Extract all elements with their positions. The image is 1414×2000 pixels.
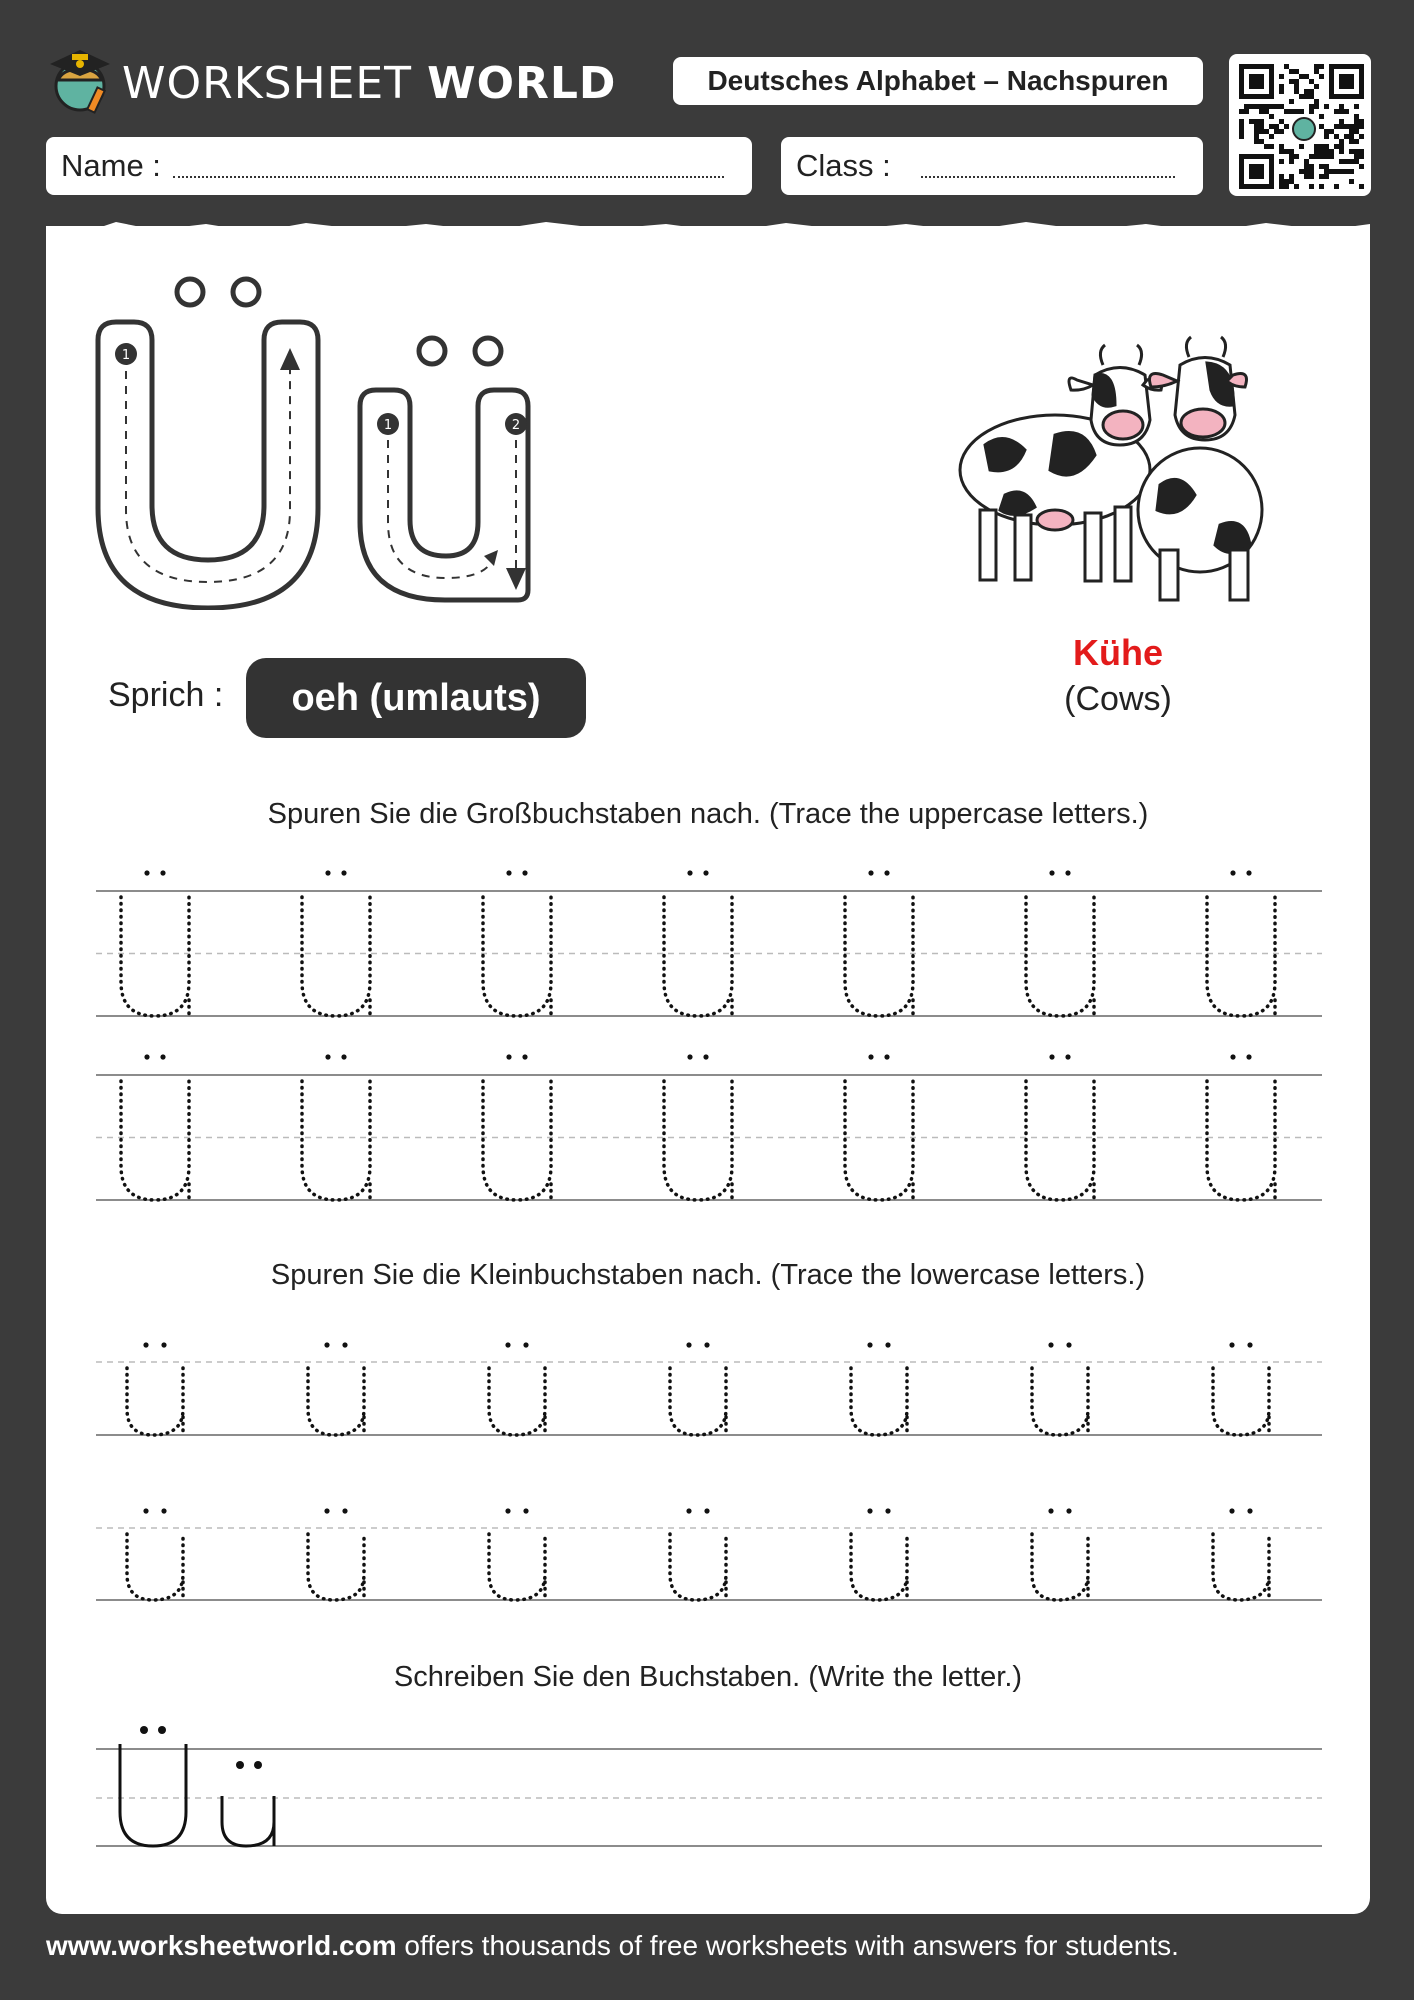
worksheet-title: Deutsches Alphabet – Nachspuren — [673, 57, 1203, 105]
trace-letter-lowercase[interactable] — [670, 1342, 726, 1435]
trace-letter-uppercase[interactable] — [1026, 1054, 1094, 1200]
brand-bold: WORLD — [427, 58, 617, 109]
brand-light: WORKSHEET — [122, 58, 413, 109]
trace-letter-lowercase[interactable] — [308, 1508, 364, 1600]
trace-letter-lowercase[interactable] — [308, 1342, 364, 1435]
trace-letter-lowercase[interactable] — [851, 1342, 907, 1435]
footer-tagline: offers thousands of free worksheets with answers for students. — [404, 1930, 1179, 1961]
trace-letter-uppercase[interactable] — [1207, 870, 1275, 1016]
trace-letter-lowercase[interactable] — [489, 1342, 545, 1435]
trace-letter-lowercase[interactable] — [127, 1508, 183, 1600]
writing-space[interactable] — [300, 1740, 1320, 1850]
stroke-number: 2 — [511, 418, 521, 433]
stroke-number: 1 — [383, 418, 393, 433]
lowercase-instruction: Spuren Sie die Kleinbuchstaben nach. (Trace the lowercase letters.) — [270, 1259, 1146, 1291]
trace-letter-uppercase[interactable] — [121, 870, 189, 1016]
picture-word-translation: (Cows) — [1064, 680, 1172, 718]
trace-letter-lowercase[interactable] — [127, 1342, 183, 1435]
name-label: Name : — [61, 148, 161, 183]
trace-letter-lowercase[interactable] — [1213, 1508, 1269, 1600]
trace-letter-uppercase[interactable] — [483, 870, 551, 1016]
write-instruction: Schreiben Sie den Buchstaben. (Write the letter.) — [393, 1661, 1023, 1693]
trace-letter-uppercase[interactable] — [121, 1054, 189, 1200]
picture-word: Kühe — [1073, 632, 1163, 673]
trace-letter-uppercase[interactable] — [664, 1054, 732, 1200]
trace-letter-lowercase[interactable] — [1032, 1508, 1088, 1600]
trace-letter-uppercase[interactable] — [845, 1054, 913, 1200]
trace-letter-uppercase[interactable] — [302, 870, 370, 1016]
trace-letter-uppercase[interactable] — [483, 1054, 551, 1200]
pronunciation-label: Sprich : — [108, 676, 224, 714]
trace-letter-uppercase[interactable] — [1026, 870, 1094, 1016]
stroke-number: 1 — [121, 348, 131, 363]
trace-letter-lowercase[interactable] — [489, 1508, 545, 1600]
trace-letter-lowercase[interactable] — [1213, 1342, 1269, 1435]
class-label: Class : — [796, 148, 891, 183]
trace-letter-lowercase[interactable] — [851, 1508, 907, 1600]
trace-letter-uppercase[interactable] — [845, 870, 913, 1016]
trace-letter-uppercase[interactable] — [302, 1054, 370, 1200]
footer-link[interactable]: www.worksheetworld.com — [46, 1930, 397, 1961]
trace-letter-uppercase[interactable] — [1207, 1054, 1275, 1200]
example-lowercase-letter — [222, 1761, 274, 1846]
example-uppercase-letter — [120, 1726, 186, 1846]
trace-letter-lowercase[interactable] — [1032, 1342, 1088, 1435]
pronunciation-badge: oeh (umlauts) — [246, 658, 586, 738]
trace-letter-uppercase[interactable] — [664, 870, 732, 1016]
footer-text — [46, 1930, 1179, 1962]
uppercase-instruction: Spuren Sie die Großbuchstaben nach. (Trace the uppercase letters.) — [267, 798, 1149, 830]
trace-letter-lowercase[interactable] — [670, 1508, 726, 1600]
